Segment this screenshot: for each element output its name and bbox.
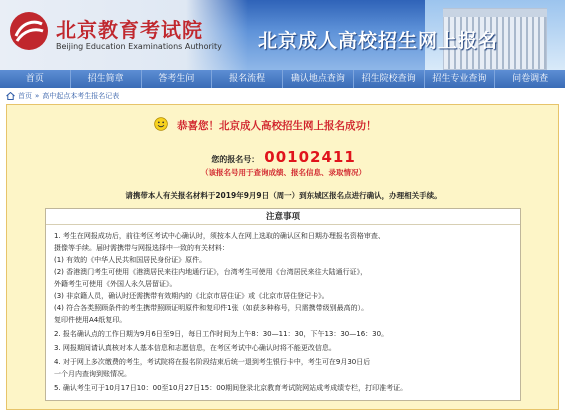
notice-line: (3) 非京籍人员，确认时还需携带有效期内的《北京市居住证》或《北京市居住登记卡》。 [54, 292, 329, 300]
notice-title: 注意事项 [46, 209, 520, 225]
logo-chinese-name: 北京教育考试院 [56, 18, 203, 42]
confirmation-instruction: 请携带本人有关报名材料于2019年9月9日（周一）到东城区报名点进行确认，办理相关手续。 [125, 191, 442, 200]
registration-number-row [7, 147, 560, 166]
nav-item-faq[interactable]: 答考生问 [142, 70, 213, 88]
main-nav [0, 70, 565, 88]
notice-line: 一个月内查询到账情况。 [54, 370, 131, 378]
exam-authority-logo-icon [8, 10, 50, 52]
nav-item-home[interactable]: 首页 [0, 70, 71, 88]
notice-line: 2. 报名确认点的工作日期为9月6日至9日，每日工作时间为上午8：30—11：30，下午13：30—16：30。 [54, 330, 389, 338]
registration-number-note: （该报名号用于查询成绩、报名信息、录取情况） [201, 168, 366, 177]
notice-line: 4. 对于网上多次缴费的考生，考试院将在报名阶段结束后统一退到考生银行卡中，考生可在9月30日后 [54, 358, 371, 366]
nav-item-registration-process[interactable]: 报名流程 [212, 70, 283, 88]
breadcrumb [6, 90, 119, 102]
registration-number: 00102411 [264, 148, 356, 166]
notice-line: 摄像等手续。届时需携带与网报选择中一致的有关材料： [54, 244, 229, 252]
nav-item-admission-guide[interactable]: 招生简章 [71, 70, 142, 88]
logo-area[interactable] [0, 0, 248, 70]
registration-result-panel [6, 104, 559, 410]
notice-line: 5. 确认考生可于10月17日10：00至10月27日15：00期间登录北京教育考试院网站成考成绩专栏，打印准考证。 [54, 384, 408, 392]
breadcrumb-current: 高中起点本考生报名记表 [42, 92, 120, 100]
site-title: 北京成人高校招生网上报名 [258, 30, 499, 52]
nav-item-college-search[interactable]: 招生院校查询 [354, 70, 425, 88]
success-message: 恭喜您！北京成人高校招生网上报名成功！ [177, 120, 377, 132]
breadcrumb-separator: » [35, 92, 40, 100]
registration-number-label: 您的报名号： [211, 155, 260, 164]
home-icon [6, 92, 15, 100]
breadcrumb-home-link[interactable]: 首页 [18, 92, 32, 100]
notice-line: 3. 网报期间请认真核对本人基本信息和志愿信息，在考区考试中心确认时将不能更改信息。 [54, 344, 336, 352]
notice-line: 复印件使用A4纸复印。 [54, 316, 127, 324]
notice-box [45, 208, 521, 401]
nav-item-major-search[interactable]: 招生专业查询 [425, 70, 496, 88]
header-banner [0, 0, 565, 70]
notice-line: 1. 考生在网报成功后，前往考区考试中心确认时，须按本人在网上选取的确认区和日期办理报名资格审查、 [54, 232, 385, 240]
logo-english-name: Beijing Education Examinations Authority [56, 42, 222, 51]
smiley-icon [154, 117, 168, 131]
notice-line: (4) 符合各类照顾条件的考生携带照顾证明原件和复印件1张（如获多种称号，只需携带级别最高的）。 [54, 304, 369, 312]
notice-line: (2) 香港澳门考生可使用《港澳居民来往内地通行证》，台湾考生可使用《台湾居民来往大陆通行证》， [54, 268, 368, 276]
nav-item-survey[interactable]: 问卷调查 [512, 74, 549, 84]
notice-line: 外籍考生可使用《外国人永久居留证》。 [54, 280, 177, 288]
nav-item-confirmation-location[interactable]: 确认地点查询 [283, 70, 354, 88]
notice-line: (1) 有效的《中华人民共和国居民身份证》原件。 [54, 256, 207, 264]
